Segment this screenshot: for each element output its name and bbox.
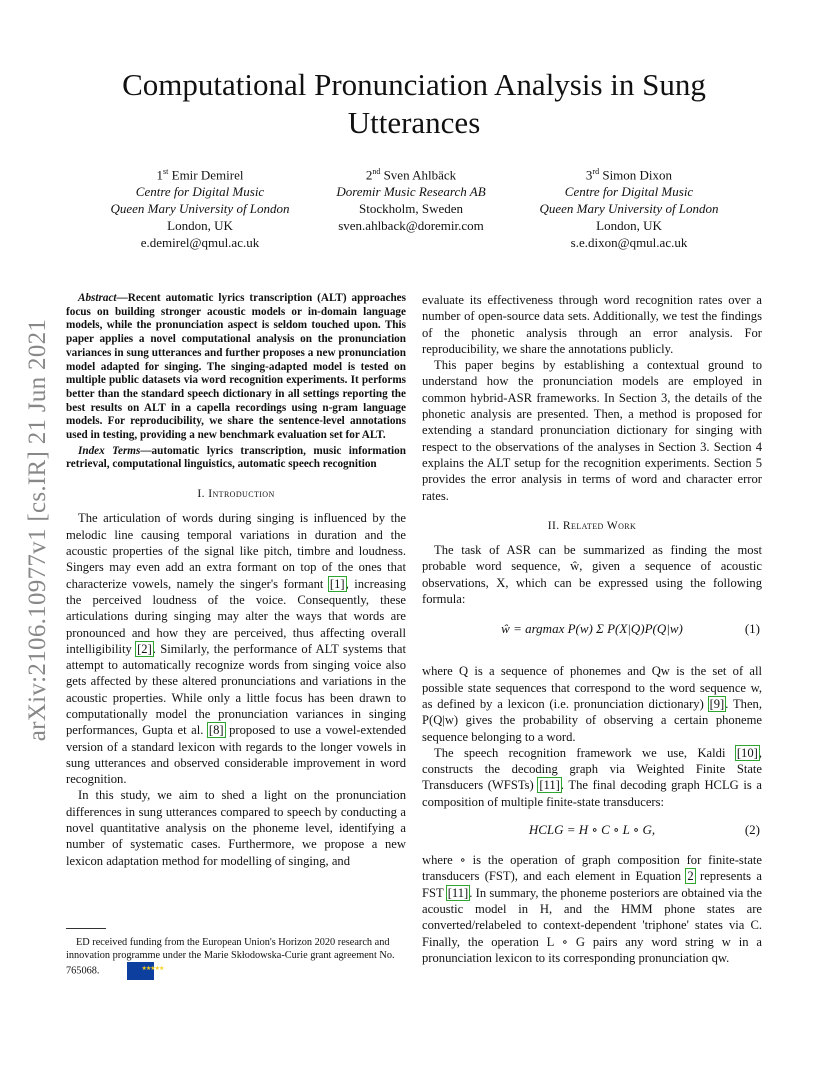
index-terms: Index Terms—automatic lyrics transcription, music information retrieval, computational linguistics, automatic speech recognition: [66, 444, 406, 471]
author-name: Sven Ahlbäck: [383, 167, 457, 183]
paper-title: Computational Pronunciation Analysis in Sung Utterances: [122, 67, 706, 140]
author-affiliation: Centre for Digital Music: [135, 184, 265, 200]
citation-link[interactable]: [11]: [539, 778, 560, 793]
author-affiliation: Centre for Digital Music: [564, 184, 694, 200]
author-2: 2nd Sven Ahlbäck Doremir Music Research AB Stockholm, Sweden sven.ahlback@doremir.com: [296, 163, 526, 234]
author-affiliation: Queen Mary University of London: [539, 201, 719, 217]
author-affiliation: Queen Mary University of London: [110, 201, 290, 217]
equation-2: HCLG = H ∘ C ∘ L ∘ G, (2): [528, 822, 760, 838]
footnote: ED received funding from the European Union's Horizon 2020 research and innovation programme under the Marie Skłodowska-Curie grant agreement No. 765068. ★★★★★: [66, 936, 406, 980]
eu-flag-icon: ★★★★★: [127, 962, 154, 980]
author-name: Emir Demirel: [171, 167, 244, 183]
section-heading-introduction: I. Introduction: [197, 487, 275, 501]
footnote-rule: [66, 928, 106, 929]
equation-link[interactable]: 2: [687, 869, 694, 884]
citation-link[interactable]: [11]: [447, 885, 469, 900]
paragraph: The speech recognition framework we use, Kaldi [10], constructs the decoding graph via Weighted Finite State Transducers (WFSTs) [11]. The final decoding graph HCLG is a composition of multiple finite-state transducers:: [422, 745, 762, 809]
paragraph: where Q is a sequence of phonemes and Qw is the set of all possible state sequences that correspond to the word sequence w, as defined by a lexicon (i.e. pronunciation dictionary) [9]. Then, P(Q|w) gives the probability of observing a certain phoneme sequence belonging to a word.: [422, 664, 762, 744]
author-3: 3rd Simon Dixon Centre for Digital Music Queen Mary University of London London, UK s.e.dixon@qmul.ac.uk: [514, 163, 744, 251]
abstract: Abstract—Recent automatic lyrics transcription (ALT) approaches focus on building stronger acoustic models or in-domain language models, while the pronunciation aspect is seldom touched upon. This paper applies a novel computational analysis on the pronunciation variances in sung utterances and further proposes a new pronunciation model adapted for singing. The singing-adapted model is tested on multiple public datasets via word recognition experiments. It performs better than the standard speech dictionary in all settings reporting the best results on ALT in a capella recordings using n-gram language models. For reproducibility, we share the sentence-level annotations used in testing, providing a new benchmark evaluation set for ALT.: [66, 292, 406, 442]
paragraph: The task of ASR can be summarized as finding the most probable word sequence, ŵ, given a sequence of acoustic observations, X, which can be expressed using the following formula:: [422, 543, 762, 607]
author-email: e.demirel@qmul.ac.uk: [140, 235, 260, 251]
author-affiliation: Doremir Music Research AB: [336, 184, 486, 200]
citation-link[interactable]: [9]: [709, 696, 725, 711]
citation-link[interactable]: [8]: [208, 723, 224, 738]
citation-link[interactable]: [2]: [137, 641, 152, 656]
right-column: [422, 292, 762, 966]
equation-1: ŵ = argmax P(w) Σ P(X|Q)P(Q|w) (1): [501, 621, 760, 637]
author-1: 1st Emir Demirel Centre for Digital Music Queen Mary University of London London, UK e.demirel@qmul.ac.uk: [85, 163, 315, 251]
paragraph: where ∘ is the operation of graph composition for finite-state transducers (FST), and each element in Equation 2 represents a FST [11]. In summary, the phoneme posteriors are obtained via the acoustic model in H, and the HMM phone states are converted/relabeled to context-dependent 'triphone' states via C. Finally, the operation L ∘ G pairs any word string w in a pronunciation lexicon to its corresponding pronunciation qw.: [422, 853, 762, 965]
arxiv-stamp: arXiv:2106.10977v1 [cs.IR] 21 Jun 2021: [24, 318, 51, 742]
author-location: Stockholm, Sweden: [359, 201, 463, 217]
author-location: London, UK: [167, 218, 233, 234]
author-name: Simon Dixon: [602, 167, 673, 183]
citation-link[interactable]: [10]: [736, 745, 758, 760]
section-heading-related-work: II. Related Work: [547, 518, 637, 532]
paragraph: evaluate its effectiveness through word recognition rates over a number of open-source data sets. Additionally, we test the findings of the phonetic analysis through an error analysis. For reproducibility, we share the annotations publicly.: [422, 293, 762, 356]
author-email: s.e.dixon@qmul.ac.uk: [570, 235, 688, 251]
paragraph: In this study, we aim to shed a light on the pronunciation differences in sung utterances compared to speech by conducting a novel quantitative analysis on the phoneme level, identifying a number of systematic cases. Furthermore, we propose a new lexicon adaptation method for modelling of singing, and: [66, 788, 406, 868]
paragraph: This paper begins by establishing a contextual ground to understand how the pronunciation models are employed in common hybrid-ASR frameworks. In Section 3, the details of the phonetic analysis are presented. Then, a method is proposed for extending a standard pronunciation dictionary for singing with respect to the observations of the analyses in Section 3. Section 4 explains the ALT setup for the recognition experiments. Section 5 provides the error analysis in terms of word and character error rates.: [422, 358, 762, 503]
left-column: [66, 292, 406, 869]
author-email: sven.ahlback@doremir.com: [338, 218, 484, 234]
citation-link[interactable]: [1]: [329, 576, 345, 591]
paragraph: The articulation of words during singing is influenced by the melodic line causing temporal variations in duration and the acoustic properties of the signal like pitch, timbre and loudness. Singers may even add an extra formant on top of the ones that characterize vowels, namely the singer's formant [1], increasing the perceived loudness of the voice. Consequently, these articulations during singing may alter the ways that words are pronounced and how they are perceived, thus affecting overall intelligibility [2]. Similarly, the performance of ALT systems that attempt to automatically recognize words from singing voice also gets affected by these altered pronunciations and variations in the acoustic properties. While only a little focus has been drawn to computationally model the pronunciation variances in singing performances, Gupta et al. [8] proposed to use a vowel-extended version of a standard lexicon with regards to the longer vowels in sung utterances and observed considerable improvement in word recognition.: [66, 511, 407, 787]
author-location: London, UK: [596, 218, 662, 234]
